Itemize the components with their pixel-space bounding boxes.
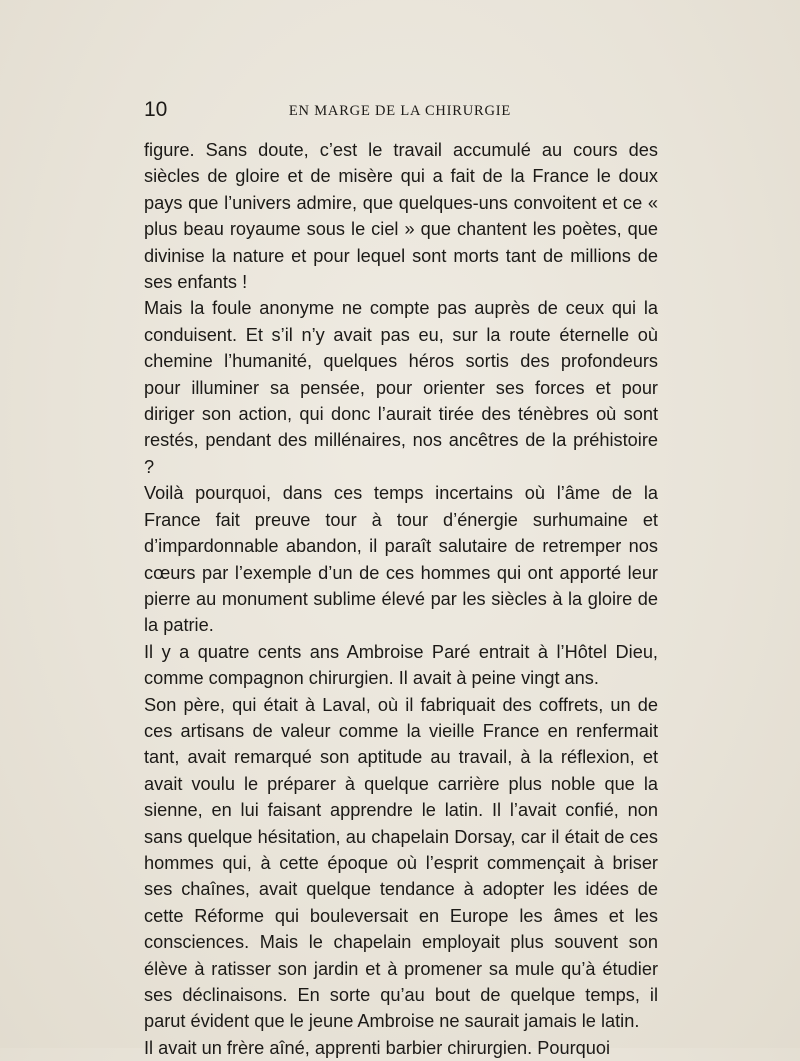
body-text <box>144 137 658 1061</box>
page-number: 10 <box>144 98 168 121</box>
paragraph-4: Il y a quatre cents ans Ambroise Paré entrait à l’Hôtel Dieu, comme compagnon chirurgien. Il avait à peine vingt ans. <box>144 641 658 689</box>
page-header <box>144 98 656 122</box>
running-head: EN MARGE DE LA CHIRURGIE <box>288 103 512 119</box>
paragraph-1: figure. Sans doute, c’est le travail accumulé au cours des siècles de gloire et de misère qui a fait de la France le doux pays que l’univers admire, que quelques-uns convoitent et ce « plus beau royaume sous le ciel » que chantent les poètes, que divinise la nature et pour lequel sont morts tant de millions de ses enfants ! <box>144 140 658 293</box>
paragraph-6: Il avait un frère aîné, apprenti barbier chirurgien. Pourquoi <box>144 1037 611 1058</box>
paragraph-5: Son père, qui était à Laval, où il fabriquait des coffrets, un de ces artisans de valeur comme la vieille France en renfermait tant, avait remarqué son aptitude au travail, à la réflexion, et avait voulu le préparer à quelque carrière plus noble que la sienne, en lui faisant apprendre le latin. Il l’avait confié, non sans quelque hésitation, au chapelain Dorsay, car il était de ces hommes qui, à cette époque où l’esprit commençait à briser ses chaînes, avait quelque tendance à adopter les idées de cette Réforme qui bouleversait en Europe les âmes et les consciences. Mais le chapelain employait plus souvent son élève à ratisser son jardin et à promener sa mule qu’à étudier ses déclinaisons. En sorte qu’au bout de quelque temps, il parut évident que le jeune Ambroise ne saurait jamais le latin. <box>144 694 658 1032</box>
paragraph-3: Voilà pourquoi, dans ces temps incertains où l’âme de la France fait preuve tour à tour d’énergie surhumaine et d’impardonnable abandon, il paraît salutaire de retremper nos cœurs par l’exemple d’un de ces hommes qui ont apporté leur pierre au monument sublime élevé par les siècles à la gloire de la patrie. <box>144 483 658 636</box>
paragraph-2: Mais la foule anonyme ne compte pas auprès de ceux qui la conduisent. Et s’il n’y avait pas eu, sur la route éternelle où chemine l’humanité, quelques héros sortis des profondeurs pour illuminer sa pensée, pour orienter ses forces et pour diriger son action, qui donc l’aurait tirée des ténèbres où sont restés, pendant des millénaires, nos ancêtres de la préhistoire ? <box>144 298 658 477</box>
